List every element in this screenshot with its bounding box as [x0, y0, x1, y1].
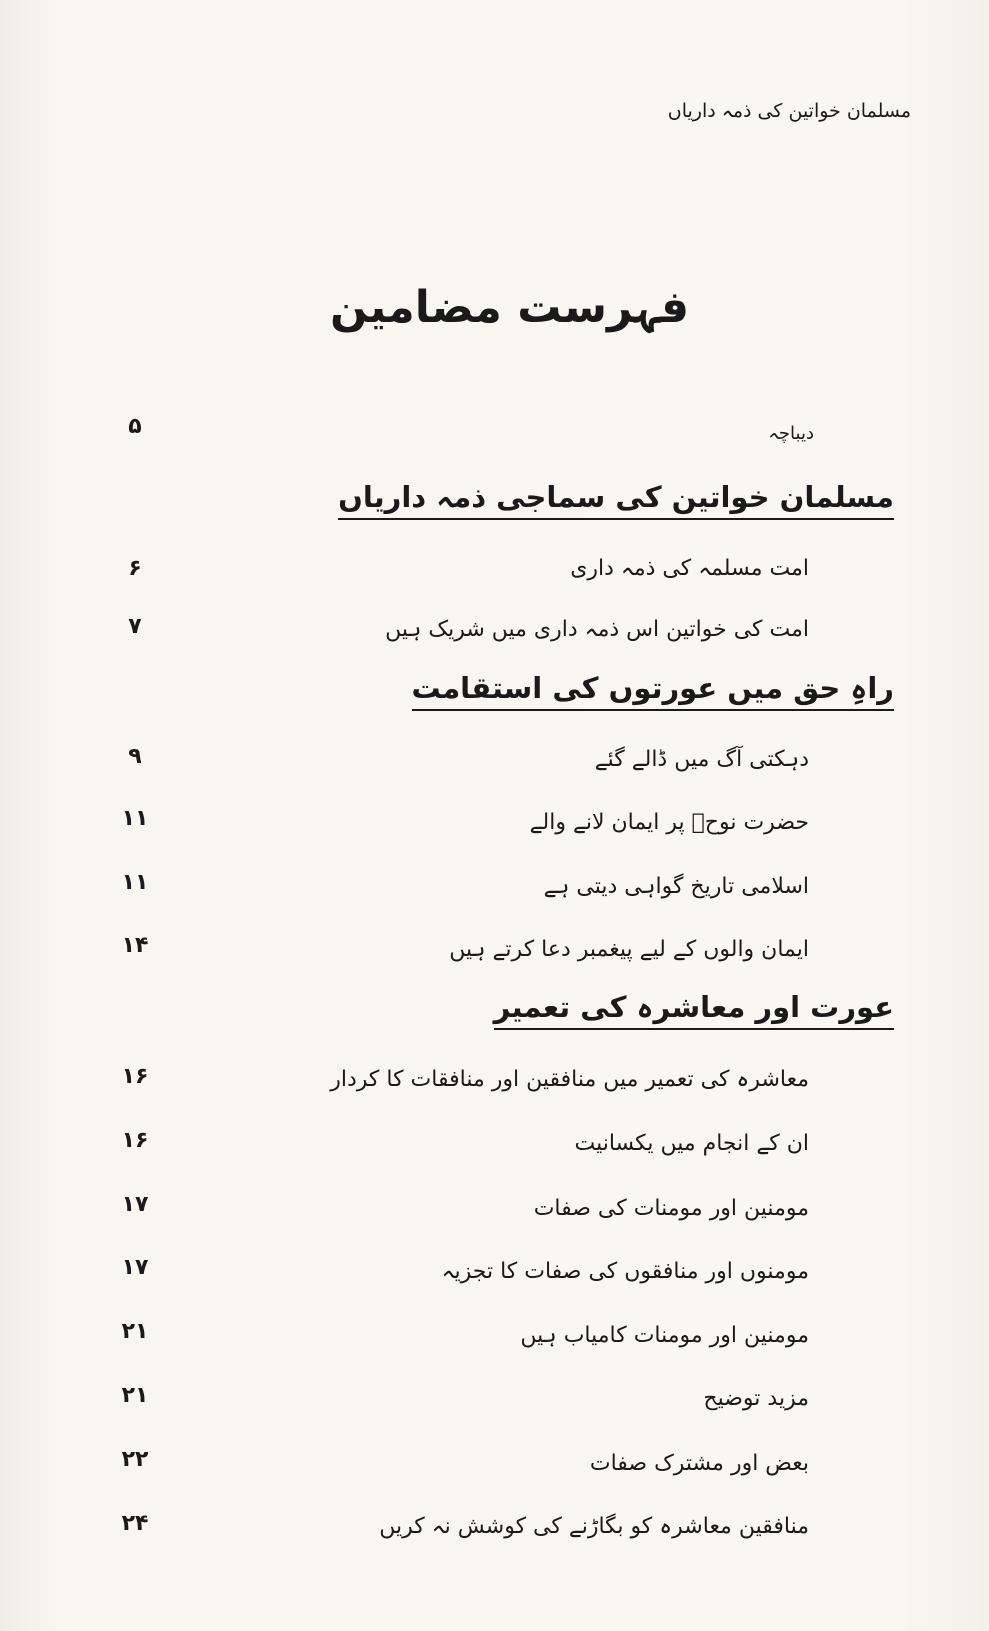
toc-page-number: ۶	[128, 556, 142, 581]
toc-page-number: ۱۴	[121, 933, 149, 958]
toc-entry-text: منافقین معاشرہ کو بگاڑنے کی کوشش نہ کریں	[379, 1514, 809, 1539]
toc-page-number: ۱۶	[121, 1064, 149, 1089]
toc-page-number: ۲۱	[121, 1319, 149, 1344]
toc-entry-text: مومنین اور مومنات کی صفات	[533, 1196, 809, 1221]
toc-page-number: ۲۲	[121, 1447, 149, 1472]
toc-page-number: ۱۱	[121, 870, 149, 895]
toc-entry-text: معاشرہ کی تعمیر میں منافقین اور منافقات کا کردار	[330, 1067, 809, 1092]
toc-entry-text: ایمان والوں کے لیے پیغمبر دعا کرتے ہیں	[449, 937, 809, 962]
toc-page-number: ۱۶	[121, 1128, 149, 1153]
toc-entry-text: مومنین اور مومنات کامیاب ہیں	[520, 1323, 809, 1348]
section-heading: عورت اور معاشرہ کی تعمیر	[494, 990, 894, 1030]
toc-entry-text: دیباچہ	[768, 423, 814, 444]
toc-entry-text: ان کے انجام میں یکسانیت	[574, 1131, 809, 1156]
toc-entry-text: امت کی خواتین اس ذمہ داری میں شریک ہیں	[385, 617, 809, 642]
toc-entry-text: دہکتی آگ میں ڈالے گئے	[594, 747, 809, 772]
toc-page-number: ۱۷	[121, 1255, 149, 1280]
toc-entry-text: حضرت نوحؑ پر ایمان لانے والے	[529, 810, 809, 835]
section-heading: راہِ حق میں عورتوں کی استقامت	[412, 671, 894, 711]
toc-entry-text: مومنوں اور منافقوں کی صفات کا تجزیہ	[441, 1259, 809, 1284]
toc-entry-text: اسلامی تاریخ گواہی دیتی ہے	[543, 874, 809, 899]
toc-page-number: ۵	[128, 414, 142, 439]
toc-page-number: ۲۴	[121, 1511, 149, 1536]
section-heading: مسلمان خواتین کی سماجی ذمہ داریاں	[338, 480, 894, 520]
toc-entry-text: بعض اور مشترک صفات	[589, 1451, 809, 1476]
toc-entry-text: مزید توضیح	[703, 1386, 809, 1411]
toc-page-number: ۲۱	[121, 1383, 149, 1408]
page-title: فہرست مضامین	[329, 282, 690, 333]
toc-page-number: ۱۱	[121, 806, 149, 831]
toc-entry-text: امت مسلمہ کی ذمہ داری	[570, 556, 809, 581]
toc-page-number: ۷	[128, 614, 142, 639]
toc-page-number: ۱۷	[121, 1192, 149, 1217]
running-head: مسلمان خواتین کی ذمہ داریاں	[667, 100, 911, 122]
toc-page-number: ۹	[128, 744, 142, 769]
